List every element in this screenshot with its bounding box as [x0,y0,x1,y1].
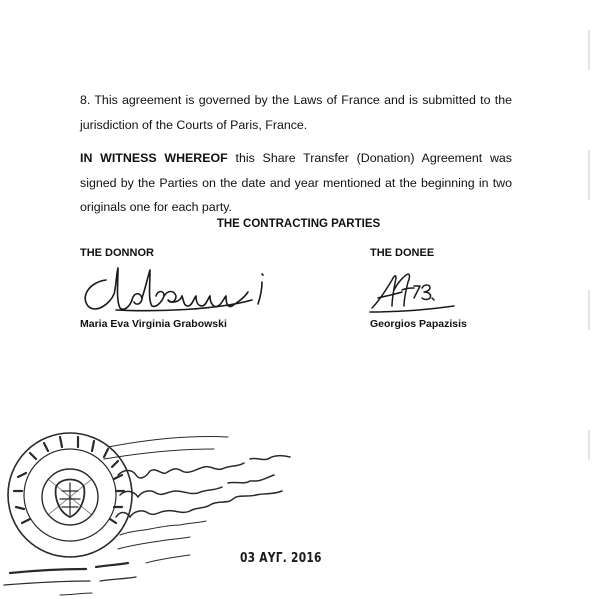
contracting-parties-heading: THE CONTRACTING PARTIES [216,218,381,230]
margin-scan-marks [586,30,592,550]
witness-paragraph [80,146,512,220]
official-stamp [0,425,340,599]
donee-signature [366,268,476,316]
clause-8-paragraph: 8. This agreement is governed by the Laws of France and is submitted to the jurisdiction of the Courts of Paris, France. [80,93,512,132]
donor-signature [76,266,276,314]
witness-lead: IN WITNESS WHEREOF [80,151,228,165]
donee-name: Georgios Papazisis [370,318,467,330]
donor-title: THE DONNOR [80,247,154,259]
witness-text: this Share Transfer (Donation) Agreement was signed by the Parties on the date and year mentioned at the beginning in two originals one for each party. [80,151,512,214]
donee-title: THE DONEE [370,247,435,259]
stamp-date: 03 ΑΥΓ. 2016 [240,551,322,566]
donor-name: Maria Eva Virginia Grabowski [80,318,227,330]
